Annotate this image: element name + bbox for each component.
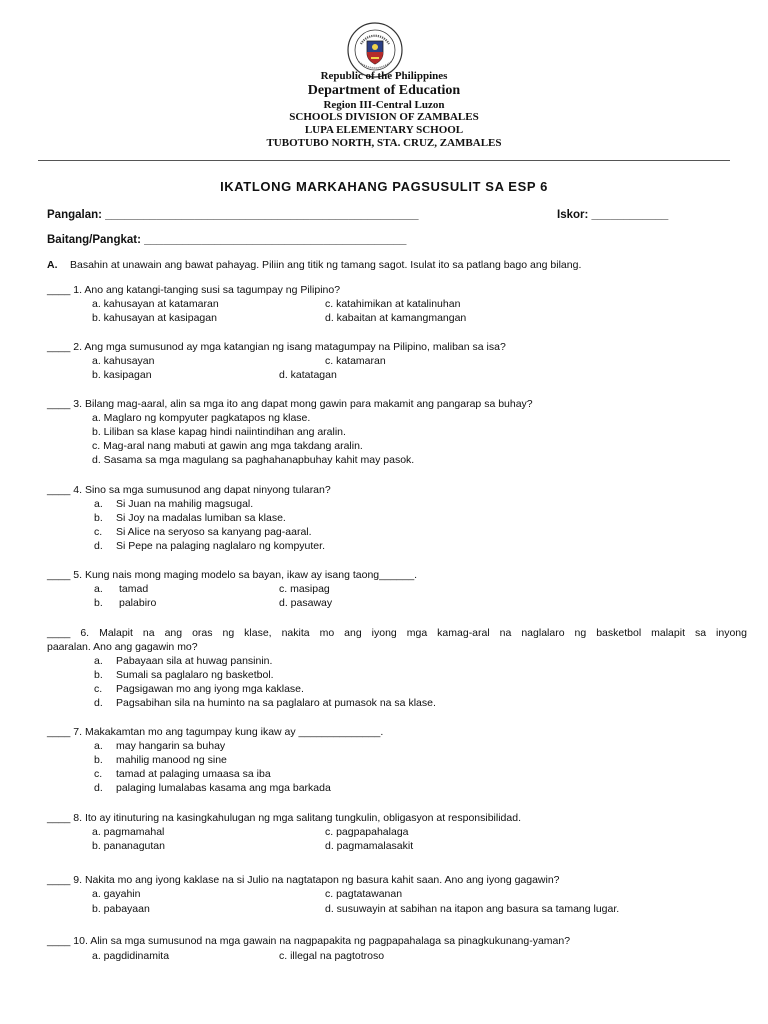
instruction-text: Basahin at unawain ang bawat pahayag. Piliin ang titik ng tamang sagot. Isulat ito sa patlang bago ang bilang. <box>70 259 582 271</box>
header-address: TUBOTUBO NORTH, STA. CRUZ, ZAMBALES <box>266 137 502 149</box>
choice-1b: b. kahusayan at kasipagan <box>92 312 217 324</box>
choice-4b: Si Joy na madalas lumiban sa klase. <box>116 512 286 524</box>
header-school: LUPA ELEMENTARY SCHOOL <box>304 124 464 136</box>
choice-5c: c. masipag <box>279 583 330 595</box>
choice-4d-letter: d. <box>94 540 103 552</box>
header-republic: Republic of the Philippines <box>320 70 448 82</box>
choice-6c: Pagsigawan mo ang iyong mga kaklase. <box>116 683 304 695</box>
choice-2a: a. kahusayan <box>92 355 155 367</box>
choice-4c-letter: c. <box>94 526 103 538</box>
choice-7d-letter: d. <box>94 782 103 794</box>
question-10: ____ 10. Alin sa mga sumusunod na mga gawain na nagpapakita ng pagpapahalaga sa pinagkukunang-yaman? <box>47 935 571 947</box>
choice-4d: Si Pepe na palaging naglalaro ng kompyuter. <box>116 540 325 552</box>
choice-6a: Pabayaan sila at huwag pansinin. <box>116 655 273 667</box>
choice-5b-letter: b. <box>94 597 103 609</box>
question-9: ____ 9. Nakita mo ang iyong kaklase na si Julio na nagtatapon ng basura kahit saan. Ano ang iyong gagawin? <box>47 874 560 886</box>
header-division: SCHOOLS DIVISION OF ZAMBALES <box>289 111 479 123</box>
choice-1d: d. kabaitan at kamangmangan <box>325 312 467 324</box>
question-8: ____ 8. Ito ay itinuturing na kasingkahulugan ng mga salitang tungkulin, obligasyon at responsibilidad. <box>47 812 521 824</box>
choice-7b: mahilig manood ng sine <box>116 754 227 766</box>
score-field[interactable]: Iskor: ____________ <box>557 209 669 221</box>
choice-3a: a. Maglaro ng kompyuter pagkatapos ng klase. <box>92 412 311 424</box>
choice-4b-letter: b. <box>94 512 103 524</box>
choice-2b: b. kasipagan <box>92 369 152 381</box>
choice-10a: a. pagdidinamita <box>92 950 170 962</box>
header-divider <box>38 160 730 161</box>
choice-7c: tamad at palaging umaasa sa iba <box>116 768 271 780</box>
choice-6a-letter: a. <box>94 655 103 667</box>
choice-2d: d. katatagan <box>279 369 337 381</box>
choice-9c: c. pagtatawanan <box>325 888 403 900</box>
choice-7a-letter: a. <box>94 740 103 752</box>
choice-5d: d. pasaway <box>279 597 333 609</box>
choice-8a: a. pagmamahal <box>92 826 165 838</box>
choice-8d: d. pagmamalasakit <box>325 840 414 852</box>
question-7: ____ 7. Makakamtan mo ang tagumpay kung ikaw ay ______________. <box>47 726 384 738</box>
choice-7d: palaging lumalabas kasama ang mga barkada <box>116 782 331 794</box>
choice-3c: c. Mag-aral nang mabuti at gawin ang mga takdang aralin. <box>92 440 363 452</box>
choice-6d-letter: d. <box>94 697 103 709</box>
choice-2c: c. katamaran <box>325 355 386 367</box>
choice-1a: a. kahusayan at katamaran <box>92 298 219 310</box>
header-region: Region III-Central Luzon <box>323 99 445 111</box>
choice-5b: palabiro <box>119 597 157 609</box>
choice-9b: b. pabayaan <box>92 903 150 915</box>
choice-7c-letter: c. <box>94 768 103 780</box>
choice-5a-letter: a. <box>94 583 103 595</box>
question-5: ____ 5. Kung nais mong maging modelo sa bayan, ikaw ay isang taong______. <box>47 569 418 581</box>
question-3: ____ 3. Bilang mag-aaral, alin sa mga ito ang dapat mong gawin para makamit ang pangarap sa buhay? <box>47 398 533 410</box>
choice-6b-letter: b. <box>94 669 103 681</box>
choice-9a: a. gayahin <box>92 888 141 900</box>
choice-7b-letter: b. <box>94 754 103 766</box>
question-1: ____ 1. Ano ang katangi-tanging susi sa tagumpay ng Pilipino? <box>47 284 341 296</box>
choice-6b: Sumali sa paglalaro ng basketbol. <box>116 669 274 681</box>
name-field[interactable]: Pangalan: _________________________________________________ <box>47 209 419 221</box>
choice-4c: Si Alice na seryoso sa kanyang pag-aaral. <box>116 526 312 538</box>
question-4: ____ 4. Sino sa mga sumusunod ang dapat ninyong tularan? <box>47 484 331 496</box>
choice-9d: d. susuwayin at sabihan na itapon ang basura sa tamang lugar. <box>325 903 620 915</box>
instruction-letter: A. <box>47 259 58 271</box>
exam-title: IKATLONG MARKAHANG PAGSUSULIT SA ESP 6 <box>220 179 548 194</box>
choice-8c: c. pagpapahalaga <box>325 826 409 838</box>
choice-5a: tamad <box>119 583 149 595</box>
choice-4a-letter: a. <box>94 498 103 510</box>
question-6-cont: paaralan. Ano ang gagawin mo? <box>47 641 198 653</box>
choice-4a: Si Juan na mahilig magsugal. <box>116 498 254 510</box>
choice-1c: c. katahimikan at katalinuhan <box>325 298 461 310</box>
choice-6c-letter: c. <box>94 683 103 695</box>
header-department: Department of Education <box>307 83 461 98</box>
choice-7a: may hangarin sa buhay <box>116 740 226 752</box>
choice-3b: b. Liliban sa klase kapag hindi naiintindihan ang aralin. <box>92 426 346 438</box>
choice-3d: d. Sasama sa mga magulang sa paghahanapbuhay kahit may pasok. <box>92 454 415 466</box>
question-2: ____ 2. Ang mga sumusunod ay mga katangian ng isang matagumpay na Pilipino, maliban sa isa? <box>47 341 506 353</box>
question-6: ____ 6. Malapit na ang oras ng klase, nakita mo ang iyong mga kamag-aral na naglalaro ng basketbol malapit sa inyong <box>47 627 747 639</box>
choice-10c: c. illegal na pagtotroso <box>279 950 385 962</box>
section-field[interactable]: Baitang/Pangkat: _________________________________________ <box>47 234 407 246</box>
choice-8b: b. pananagutan <box>92 840 165 852</box>
choice-6d: Pagsabihan sila na huminto na sa paglalaro at pumasok na sa klase. <box>116 697 436 709</box>
